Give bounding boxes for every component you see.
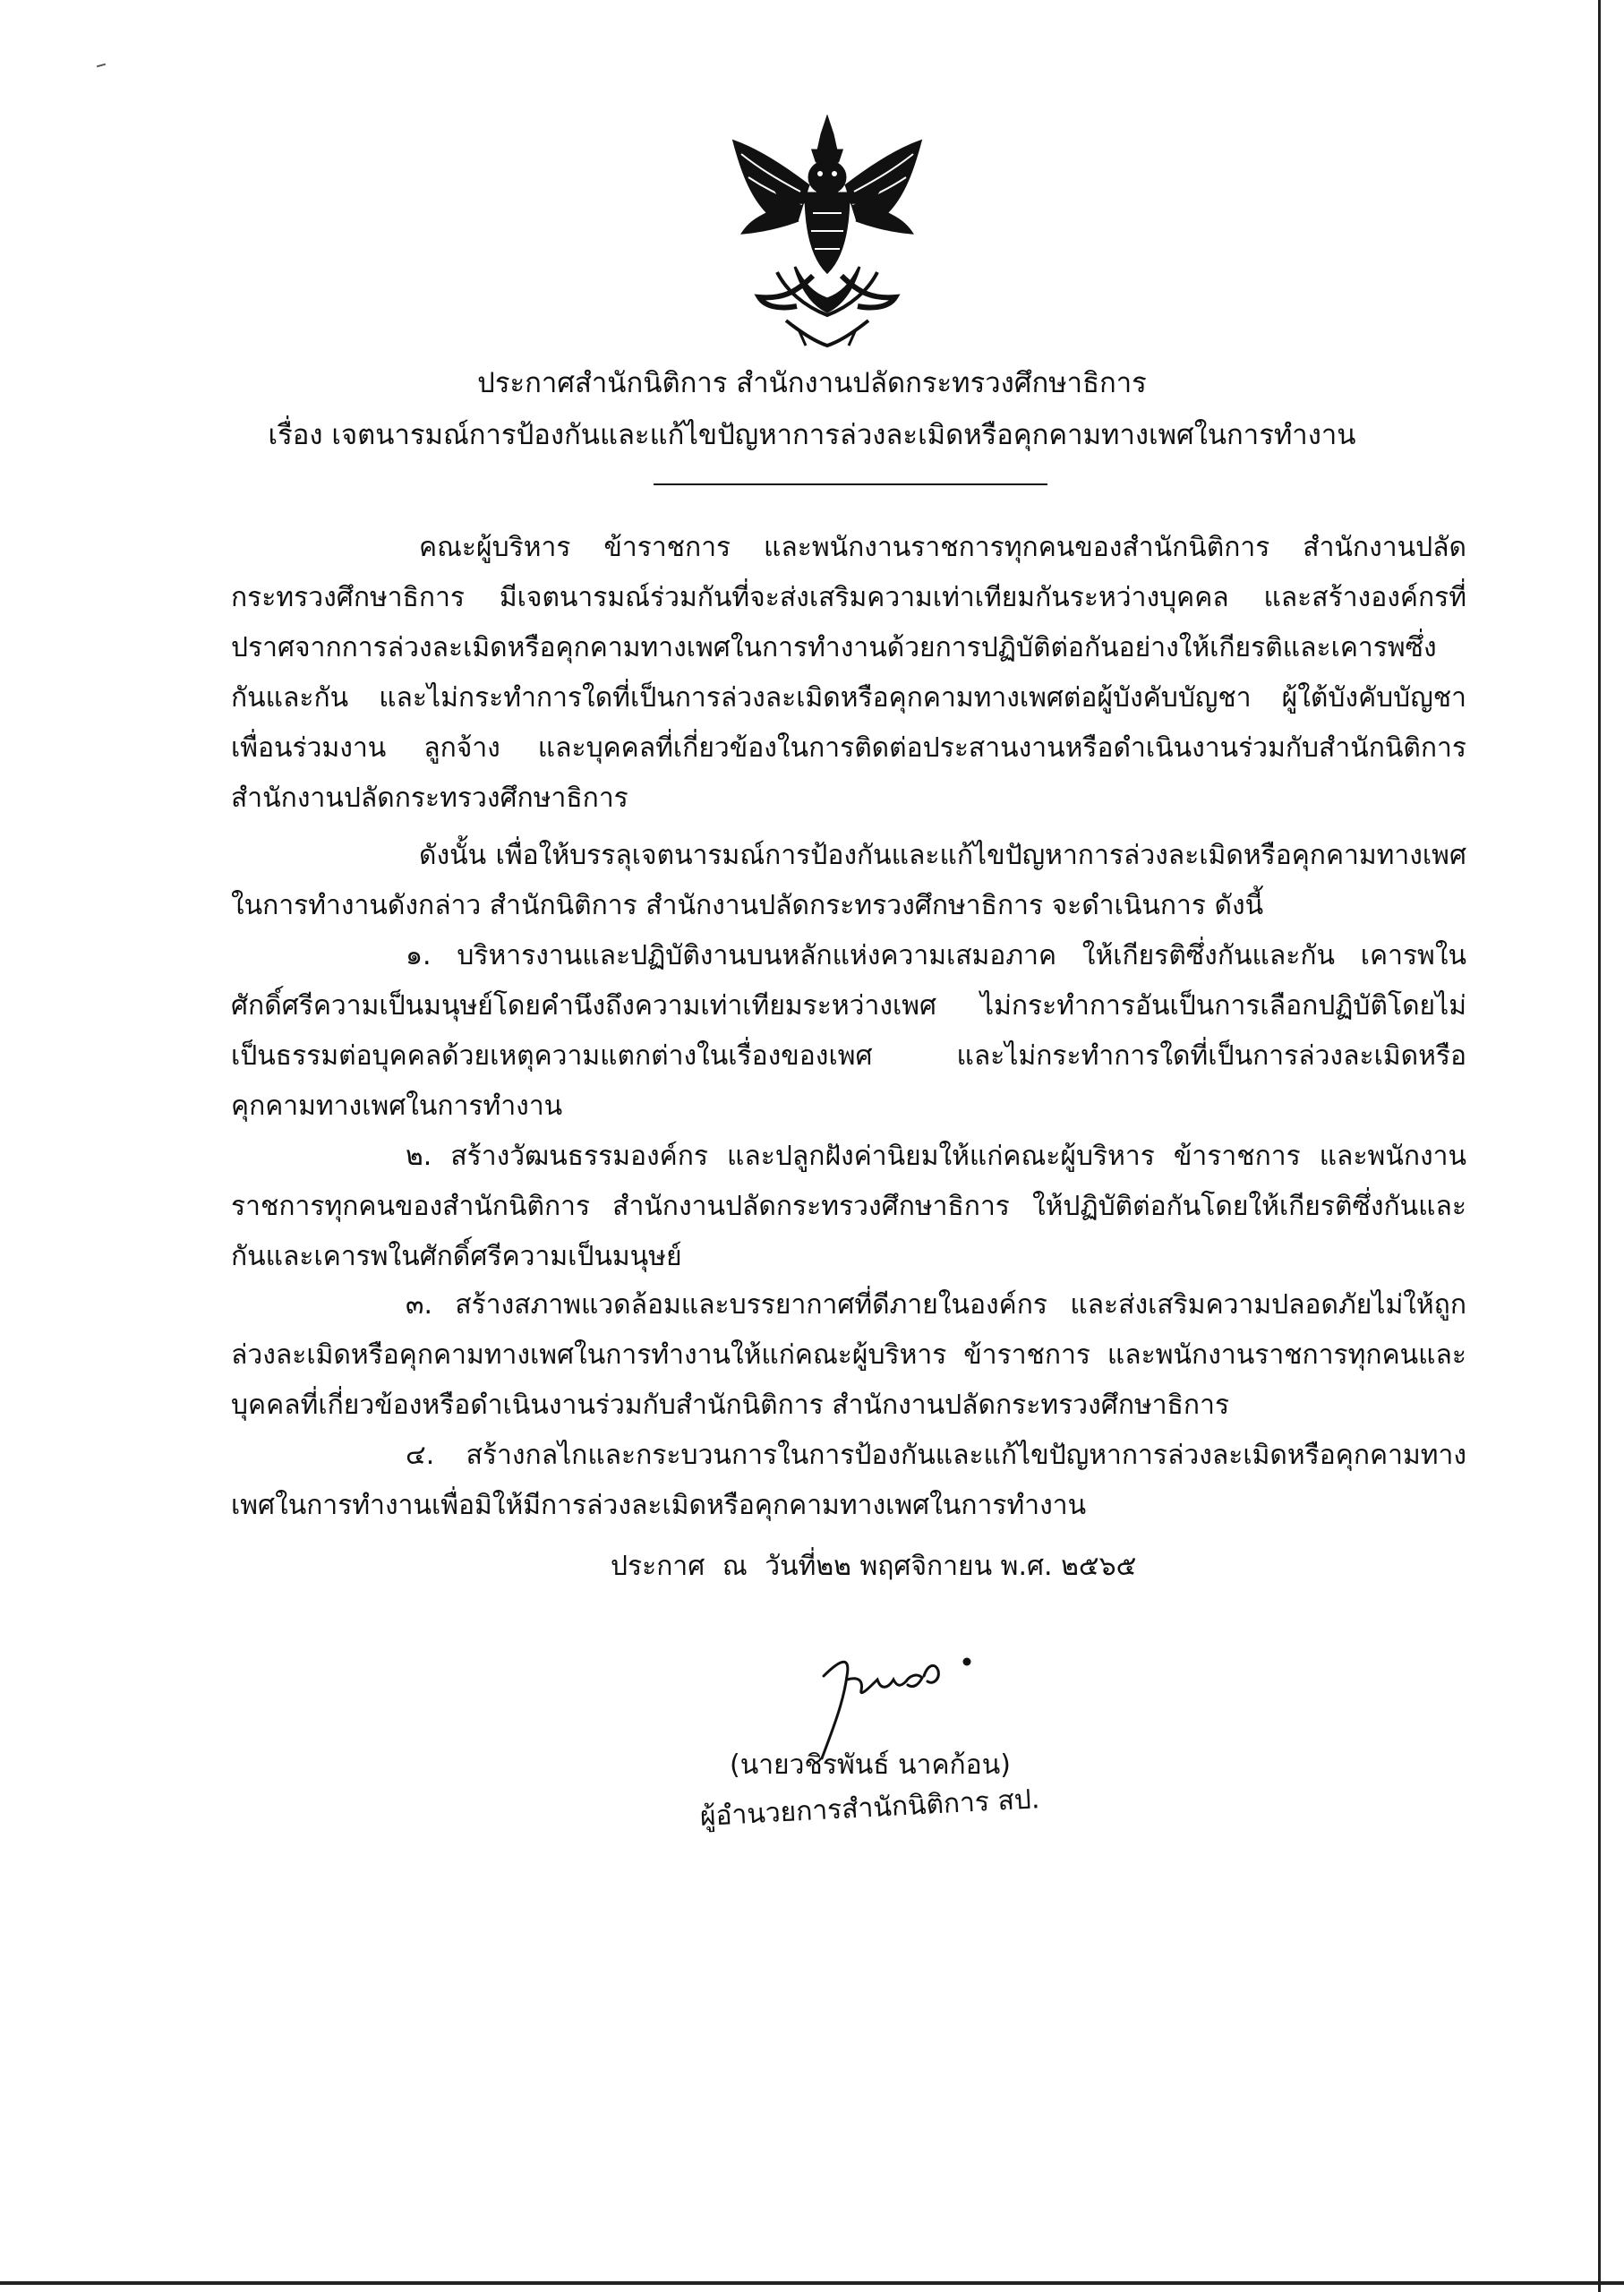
announcement-issuer: ประกาศสำนักนิติการ สำนักงานปลัดกระทรวงศึกษาธิการ — [477, 367, 1147, 399]
measure-item-1: ๑. บริหารงานและปฏิบัติงานบนหลักแห่งความเสมอภาค ให้เกียรติซึ่งกันและกัน เคารพในศักดิ์ศรีความเป็นมนุษย์โดยคำนึงถึงความเท่าเทียมระหว่างเพศ ไม่กระทำการอันเป็นการเลือกปฏิบัติโดยไม่เป็นธรรมต่อบุคคลด้วยเหตุความแตกต่างในเรื่องของเพศ และไม่กระทำการใดที่เป็นการล่วงละเมิดหรือคุกคามทางเพศในการทำงาน — [231, 940, 1466, 1122]
announcement-date-line — [611, 1547, 1145, 1586]
announcement-date: วันที่๒๒ พฤศจิกายน พ.ศ. ๒๕๖๕ — [765, 1551, 1137, 1582]
measure-item-4: ๔. สร้างกลไกและกระบวนการในการป้องกันและแก้ไขปัญหาการล่วงละเมิดหรือคุกคามทางเพศในการทำงานเพื่อมิให้มีการล่วงละเมิดหรือคุกคามทางเพศในการทำงาน — [231, 1440, 1466, 1521]
announcement-subject: เรื่อง เจตนารมณ์การป้องกันและแก้ไขปัญหาการล่วงละเมิดหรือคุกคามทางเพศในการทำงาน — [268, 419, 1356, 451]
garuda-emblem-icon — [723, 115, 931, 349]
scan-border-right — [1598, 0, 1601, 2292]
measure-item-2: ๒. สร้างวัฒนธรรมองค์กร และปลูกฝังค่านิยมให้แก่คณะผู้บริหาร ข้าราชการ และพนักงานราชการทุกคนของสำนักนิติการ สำนักงานปลัดกระทรวงศึกษาธิการ ให้ปฏิบัติต่อกันโดยให้เกียรติซึ่งกันและกันและเคารพในศักดิ์ศรีความเป็นมนุษย์ — [231, 1141, 1466, 1272]
announcement-at: ณ — [722, 1551, 748, 1582]
signer-name: (นายวชิรพันธ์ นาคก้อน) — [730, 1749, 1011, 1781]
measure-item-3: ๓. สร้างสภาพแวดล้อมและบรรยากาศที่ดีภายในองค์กร และส่งเสริมความปลอดภัยไม่ให้ถูกล่วงละเมิดหรือคุกคามทางเพศในการทำงานให้แก่คณะผู้บริหาร ข้าราชการ และพนักงานราชการทุกคนและบุคคลที่เกี่ยวข้องหรือดำเนินงานร่วมกับสำนักนิติการ สำนักงานปลัดกระทรวงศึกษาธิการ — [231, 1289, 1466, 1421]
therefore-paragraph: ดังนั้น เพื่อให้บรรลุเจตนารมณ์การป้องกันและแก้ไขปัญหาการล่วงละเมิดหรือคุกคามทางเพศในการทำงานดังกล่าว สำนักนิติการ สำนักงานปลัดกระทรวงศึกษาธิการ จะดำเนินการ ดังนี้ — [231, 840, 1466, 921]
scan-border-bottom — [0, 2281, 1624, 2285]
announcement-prefix: ประกาศ — [611, 1551, 705, 1582]
header-divider — [654, 483, 1047, 485]
scan-speck — [97, 64, 106, 68]
signature-image — [788, 1640, 994, 1766]
intro-paragraph: คณะผู้บริหาร ข้าราชการ และพนักงานราชการทุกคนของสำนักนิติการ สำนักงานปลัดกระทรวงศึกษาธิการ มีเจตนารมณ์ร่วมกันที่จะส่งเสริมความเท่าเทียมกันระหว่างบุคคล และสร้างองค์กรที่ปราศจากการล่วงละเมิดหรือคุกคามทางเพศในการทำงานด้วยการปฏิบัติต่อกันอย่างให้เกียรติและเคารพซึ่งกันและกัน และไม่กระทำการใดที่เป็นการล่วงละเมิดหรือคุกคามทางเพศต่อผู้บังคับบัญชา ผู้ใต้บังคับบัญชา เพื่อนร่วมงาน ลูกจ้าง และบุคคลที่เกี่ยวข้องในการติดต่อประสานงานหรือดำเนินงานร่วมกับสำนักนิติการ สำนักงานปลัดกระทรวงศึกษาธิการ — [231, 532, 1466, 814]
signer-title: ผู้อำนวยการสำนักนิติการ สป. — [699, 1783, 1041, 1833]
